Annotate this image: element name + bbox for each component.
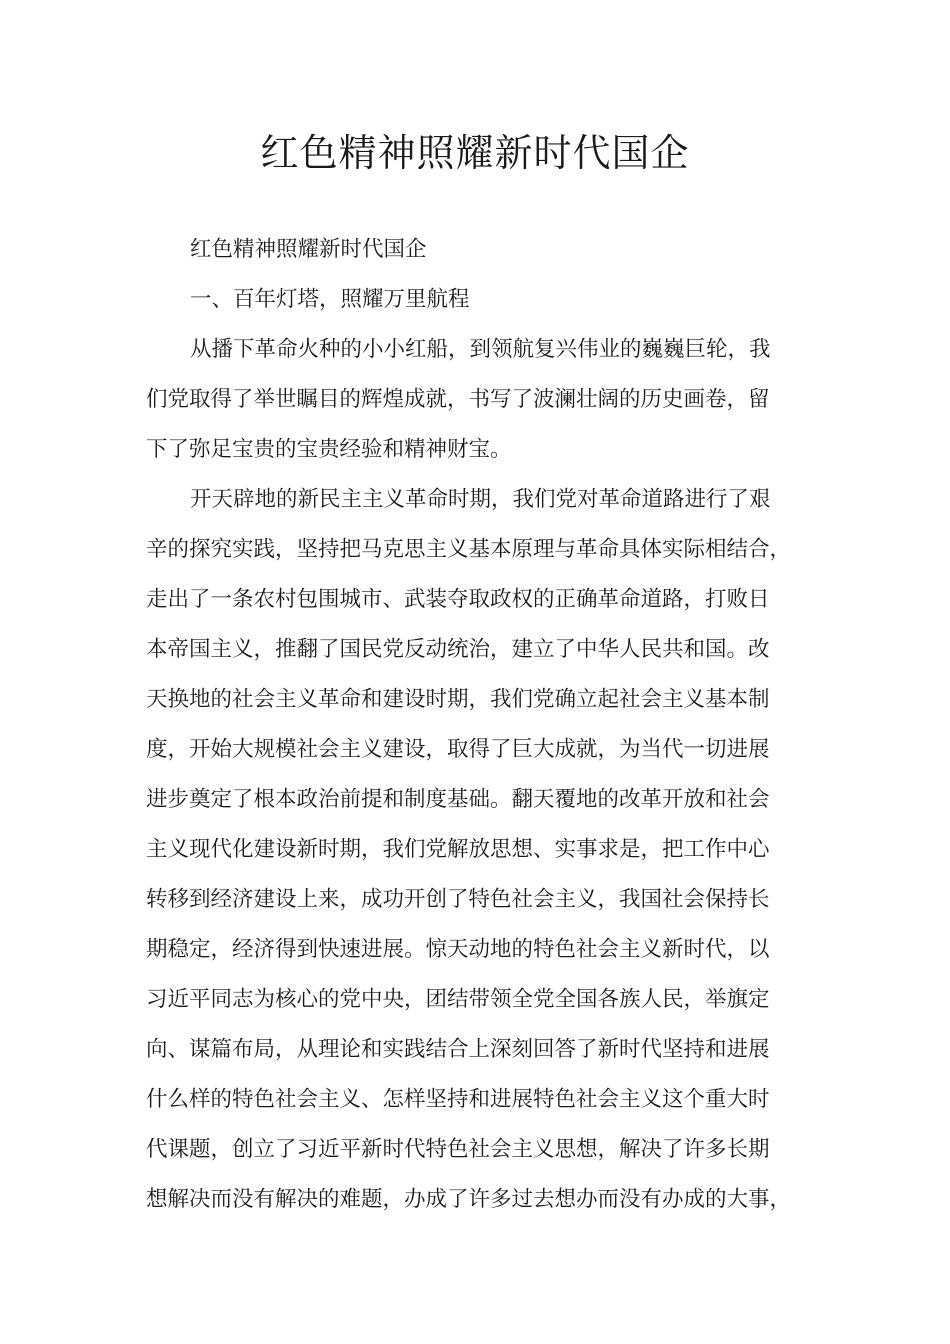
paragraph-2-line-5: 天换地的社会主义革命和建设时期，我们党确立起社会主义基本制 [146, 687, 770, 712]
paragraph-1-line-2: 们党取得了举世瞩目的辉煌成就，书写了波澜壮阔的历史画卷，留 [146, 387, 770, 412]
paragraph-2-line-11: 习近平同志为核心的党中央，团结带领全党全国各族人民，举旗定 [146, 987, 770, 1012]
paragraph-2-line-2: 辛的探究实践，坚持把马克思主义基本原理与革命具体实际相结合， [146, 537, 792, 562]
paragraph-2-line-7: 进步奠定了根本政治前提和制度基础。翻天覆地的改革开放和社会 [146, 787, 770, 812]
paragraph-1-line-3: 下了弥足宝贵的宝贵经验和精神财宝。 [146, 437, 512, 462]
paragraph-2-line-8: 主义现代化建设新时期，我们党解放思想、实事求是，把工作中心 [146, 837, 770, 862]
paragraph-2-line-1: 开天辟地的新民主主义革命时期，我们党对革命道路进行了艰 [190, 487, 771, 512]
paragraph-2-line-15: 想解决而没有解决的难题，办成了许多过去想办而没有办成的大事， [146, 1187, 792, 1212]
paragraph-2-line-6: 度，开始大规模社会主义建设，取得了巨大成就，为当代一切进展 [146, 737, 770, 762]
subtitle-line: 红色精神照耀新时代国企 [190, 237, 427, 262]
paragraph-1-line-1: 从播下革命火种的小小红船，到领航复兴伟业的巍巍巨轮，我 [190, 337, 771, 362]
paragraph-2-line-14: 代课题，创立了习近平新时代特色社会主义思想，解决了许多长期 [146, 1137, 770, 1162]
paragraph-2-line-3: 走出了一条农村包围城市、武装夺取政权的正确革命道路，打败日 [146, 587, 770, 612]
paragraph-2-line-12: 向、谋篇布局，从理论和实践结合上深刻回答了新时代坚持和进展 [146, 1037, 770, 1062]
paragraph-2-line-9: 转移到经济建设上来，成功开创了特色社会主义，我国社会保持长 [146, 887, 770, 912]
section-heading: 一、百年灯塔，照耀万里航程 [190, 287, 470, 312]
document-title: 红色精神照耀新时代国企 [260, 131, 690, 175]
paragraph-2-line-4: 本帝国主义，推翻了国民党反动统治，建立了中华人民共和国。改 [146, 637, 770, 662]
paragraph-2-line-13: 什么样的特色社会主义、怎样坚持和进展特色社会主义这个重大时 [146, 1087, 770, 1112]
paragraph-2-line-10: 期稳定，经济得到快速进展。惊天动地的特色社会主义新时代，以 [146, 937, 770, 962]
